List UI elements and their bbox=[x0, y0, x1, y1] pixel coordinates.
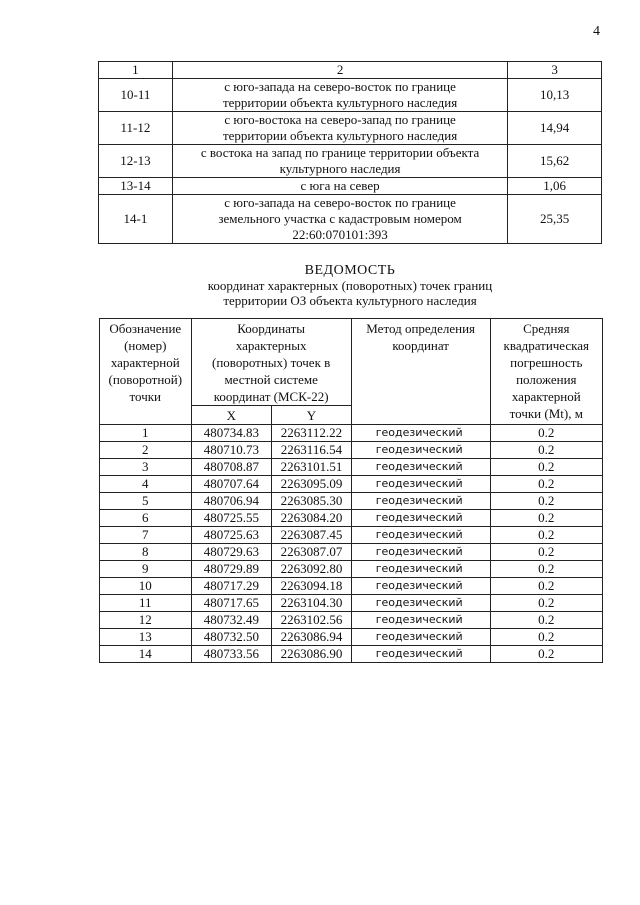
table-header-row bbox=[99, 62, 602, 79]
direction-cell bbox=[172, 178, 508, 195]
direction-text-line: с востока на запад по границе территории объекта bbox=[200, 145, 480, 160]
header-text-line: Координаты bbox=[237, 321, 306, 336]
y-coordinate-cell: 2263086.90 bbox=[272, 646, 352, 663]
table-row bbox=[100, 595, 603, 612]
x-coordinate-cell: 480732.49 bbox=[191, 612, 272, 629]
y-coordinate-cell: 2263094.18 bbox=[272, 578, 352, 595]
y-coordinate-cell: 2263101.51 bbox=[272, 459, 352, 476]
header-text-line: характерной bbox=[511, 389, 581, 404]
x-coordinate-cell: 480710.73 bbox=[191, 442, 272, 459]
table-row bbox=[99, 178, 602, 195]
error-cell: 0.2 bbox=[490, 493, 602, 510]
y-coordinate-cell: 2263095.09 bbox=[272, 476, 352, 493]
point-number-cell: 12 bbox=[100, 612, 192, 629]
x-coordinate-cell: 480729.63 bbox=[191, 544, 272, 561]
length-cell: 15,62 bbox=[508, 145, 602, 178]
table-row bbox=[100, 544, 603, 561]
error-cell: 0.2 bbox=[490, 612, 602, 629]
table-row bbox=[99, 145, 602, 178]
y-coordinate-cell: 2263085.30 bbox=[272, 493, 352, 510]
x-coordinate-cell: 480708.87 bbox=[191, 459, 272, 476]
point-number-cell: 4 bbox=[100, 476, 192, 493]
table-row bbox=[100, 629, 603, 646]
method-cell: геодезический bbox=[351, 510, 490, 527]
y-coordinate-cell: 2263102.56 bbox=[272, 612, 352, 629]
x-coordinate-cell: 480734.83 bbox=[191, 425, 272, 442]
error-cell: 0.2 bbox=[490, 646, 602, 663]
header-text-line: точки bbox=[129, 389, 162, 404]
direction-text-line: с юго-востока на северо-запад по границе bbox=[224, 112, 456, 127]
method-cell: геодезический bbox=[351, 561, 490, 578]
direction-text-line: 22:60:070101:393 bbox=[292, 227, 388, 242]
statement-heading: ВЕДОМОСТЬ bbox=[304, 263, 396, 278]
table-row bbox=[100, 561, 603, 578]
statement-title bbox=[100, 263, 600, 308]
direction-cell bbox=[172, 79, 508, 112]
point-number-header bbox=[100, 319, 192, 425]
segment-cell: 13-14 bbox=[99, 178, 173, 195]
table-row bbox=[100, 612, 603, 629]
length-cell: 1,06 bbox=[508, 178, 602, 195]
method-cell: геодезический bbox=[351, 442, 490, 459]
error-cell: 0.2 bbox=[490, 595, 602, 612]
error-cell: 0.2 bbox=[490, 476, 602, 493]
header-text-line: Метод определения bbox=[366, 321, 476, 336]
direction-cell bbox=[172, 145, 508, 178]
column-header-1: 1 bbox=[99, 62, 173, 79]
coordinates-header-row bbox=[100, 319, 603, 406]
error-cell: 0.2 bbox=[490, 629, 602, 646]
table-row bbox=[100, 510, 603, 527]
table-row bbox=[99, 79, 602, 112]
x-coordinate-cell: 480707.64 bbox=[191, 476, 272, 493]
direction-cell bbox=[172, 112, 508, 145]
table-row bbox=[100, 425, 603, 442]
point-number-cell: 13 bbox=[100, 629, 192, 646]
point-number-cell: 8 bbox=[100, 544, 192, 561]
error-cell: 0.2 bbox=[490, 561, 602, 578]
y-coordinate-cell: 2263087.07 bbox=[272, 544, 352, 561]
direction-text-line: с юга на север bbox=[300, 178, 380, 193]
method-cell: геодезический bbox=[351, 646, 490, 663]
method-cell: геодезический bbox=[351, 425, 490, 442]
point-number-cell: 10 bbox=[100, 578, 192, 595]
direction-text-line: с юго-запада на северо-восток по границе bbox=[224, 195, 456, 210]
direction-text-line: земельного участка с кадастровым номером bbox=[218, 211, 462, 226]
segment-cell: 11-12 bbox=[99, 112, 173, 145]
table-row bbox=[100, 442, 603, 459]
statement-subtitle-line1: координат характерных (поворотных) точек границ bbox=[207, 278, 493, 293]
segment-cell: 12-13 bbox=[99, 145, 173, 178]
point-number-cell: 9 bbox=[100, 561, 192, 578]
column-header-3: 3 bbox=[508, 62, 602, 79]
length-cell: 10,13 bbox=[508, 79, 602, 112]
point-number-cell: 6 bbox=[100, 510, 192, 527]
x-coordinate-cell: 480725.55 bbox=[191, 510, 272, 527]
x-coordinate-cell: 480717.29 bbox=[191, 578, 272, 595]
error-cell: 0.2 bbox=[490, 510, 602, 527]
y-coordinate-cell: 2263084.20 bbox=[272, 510, 352, 527]
header-text-line: координат bbox=[392, 338, 449, 353]
point-number-cell: 3 bbox=[100, 459, 192, 476]
error-cell: 0.2 bbox=[490, 425, 602, 442]
y-coordinate-cell: 2263086.94 bbox=[272, 629, 352, 646]
coordinates-table bbox=[99, 318, 603, 663]
segment-cell: 10-11 bbox=[99, 79, 173, 112]
x-header: X bbox=[191, 406, 272, 425]
header-text-line: местной системе bbox=[224, 372, 318, 387]
method-cell: геодезический bbox=[351, 612, 490, 629]
point-number-cell: 1 bbox=[100, 425, 192, 442]
table-row bbox=[100, 527, 603, 544]
method-cell: геодезический bbox=[351, 578, 490, 595]
header-text-line: Средняя bbox=[523, 321, 570, 336]
error-cell: 0.2 bbox=[490, 527, 602, 544]
table-row bbox=[100, 493, 603, 510]
y-coordinate-cell: 2263104.30 bbox=[272, 595, 352, 612]
statement-subtitle-line2: территории ОЗ объекта культурного наследия bbox=[223, 293, 477, 308]
direction-text-line: территории объекта культурного наследия bbox=[222, 95, 458, 110]
x-coordinate-cell: 480706.94 bbox=[191, 493, 272, 510]
page-number: 4 bbox=[593, 24, 600, 39]
x-coordinate-cell: 480717.65 bbox=[191, 595, 272, 612]
error-cell: 0.2 bbox=[490, 459, 602, 476]
segment-cell: 14-1 bbox=[99, 195, 173, 244]
y-coordinate-cell: 2263087.45 bbox=[272, 527, 352, 544]
y-coordinate-cell: 2263116.54 bbox=[272, 442, 352, 459]
header-text-line: Обозначение bbox=[109, 321, 182, 336]
header-text-line: квадратическая bbox=[503, 338, 590, 353]
point-number-cell: 2 bbox=[100, 442, 192, 459]
header-text-line: характерных bbox=[235, 338, 307, 353]
method-cell: геодезический bbox=[351, 629, 490, 646]
method-cell: геодезический bbox=[351, 493, 490, 510]
direction-cell bbox=[172, 195, 508, 244]
direction-text-line: культурного наследия bbox=[279, 161, 401, 176]
x-coordinate-cell: 480732.50 bbox=[191, 629, 272, 646]
table-row bbox=[100, 578, 603, 595]
error-cell: 0.2 bbox=[490, 544, 602, 561]
method-cell: геодезический bbox=[351, 459, 490, 476]
coordinates-body bbox=[100, 425, 603, 663]
header-text-line: точки (Mt), м bbox=[509, 406, 583, 421]
table-row bbox=[100, 646, 603, 663]
error-cell: 0.2 bbox=[490, 578, 602, 595]
method-cell: геодезический bbox=[351, 527, 490, 544]
x-coordinate-cell: 480733.56 bbox=[191, 646, 272, 663]
x-coordinate-cell: 480725.63 bbox=[191, 527, 272, 544]
x-coordinate-cell: 480729.89 bbox=[191, 561, 272, 578]
y-coordinate-cell: 2263092.80 bbox=[272, 561, 352, 578]
header-text-line: координат (МСК-22) bbox=[213, 389, 329, 404]
table-row bbox=[99, 195, 602, 244]
header-text-line: (номер) bbox=[124, 338, 167, 353]
boundary-segments-body bbox=[99, 79, 602, 244]
header-text-line: положения bbox=[516, 372, 577, 387]
direction-text-line: с юго-запада на северо-восток по границе bbox=[224, 79, 456, 94]
header-text-line: (поворотной) bbox=[108, 372, 183, 387]
table-row bbox=[99, 112, 602, 145]
method-cell: геодезический bbox=[351, 595, 490, 612]
table-row bbox=[100, 476, 603, 493]
point-number-cell: 5 bbox=[100, 493, 192, 510]
header-text-line: характерной bbox=[110, 355, 180, 370]
length-cell: 14,94 bbox=[508, 112, 602, 145]
error-cell: 0.2 bbox=[490, 442, 602, 459]
direction-text-line: территории объекта культурного наследия bbox=[222, 128, 458, 143]
column-header-2: 2 bbox=[172, 62, 508, 79]
method-header bbox=[351, 319, 490, 425]
y-header: Y bbox=[272, 406, 352, 425]
method-cell: геодезический bbox=[351, 544, 490, 561]
y-coordinate-cell: 2263112.22 bbox=[272, 425, 352, 442]
coordinates-header bbox=[191, 319, 351, 406]
point-number-cell: 7 bbox=[100, 527, 192, 544]
header-text-line: (поворотных) точек в bbox=[211, 355, 331, 370]
point-number-cell: 11 bbox=[100, 595, 192, 612]
error-header bbox=[490, 319, 602, 425]
point-number-cell: 14 bbox=[100, 646, 192, 663]
boundary-segments-table bbox=[98, 61, 602, 244]
table-row bbox=[100, 459, 603, 476]
length-cell: 25,35 bbox=[508, 195, 602, 244]
header-text-line: погрешность bbox=[510, 355, 583, 370]
method-cell: геодезический bbox=[351, 476, 490, 493]
